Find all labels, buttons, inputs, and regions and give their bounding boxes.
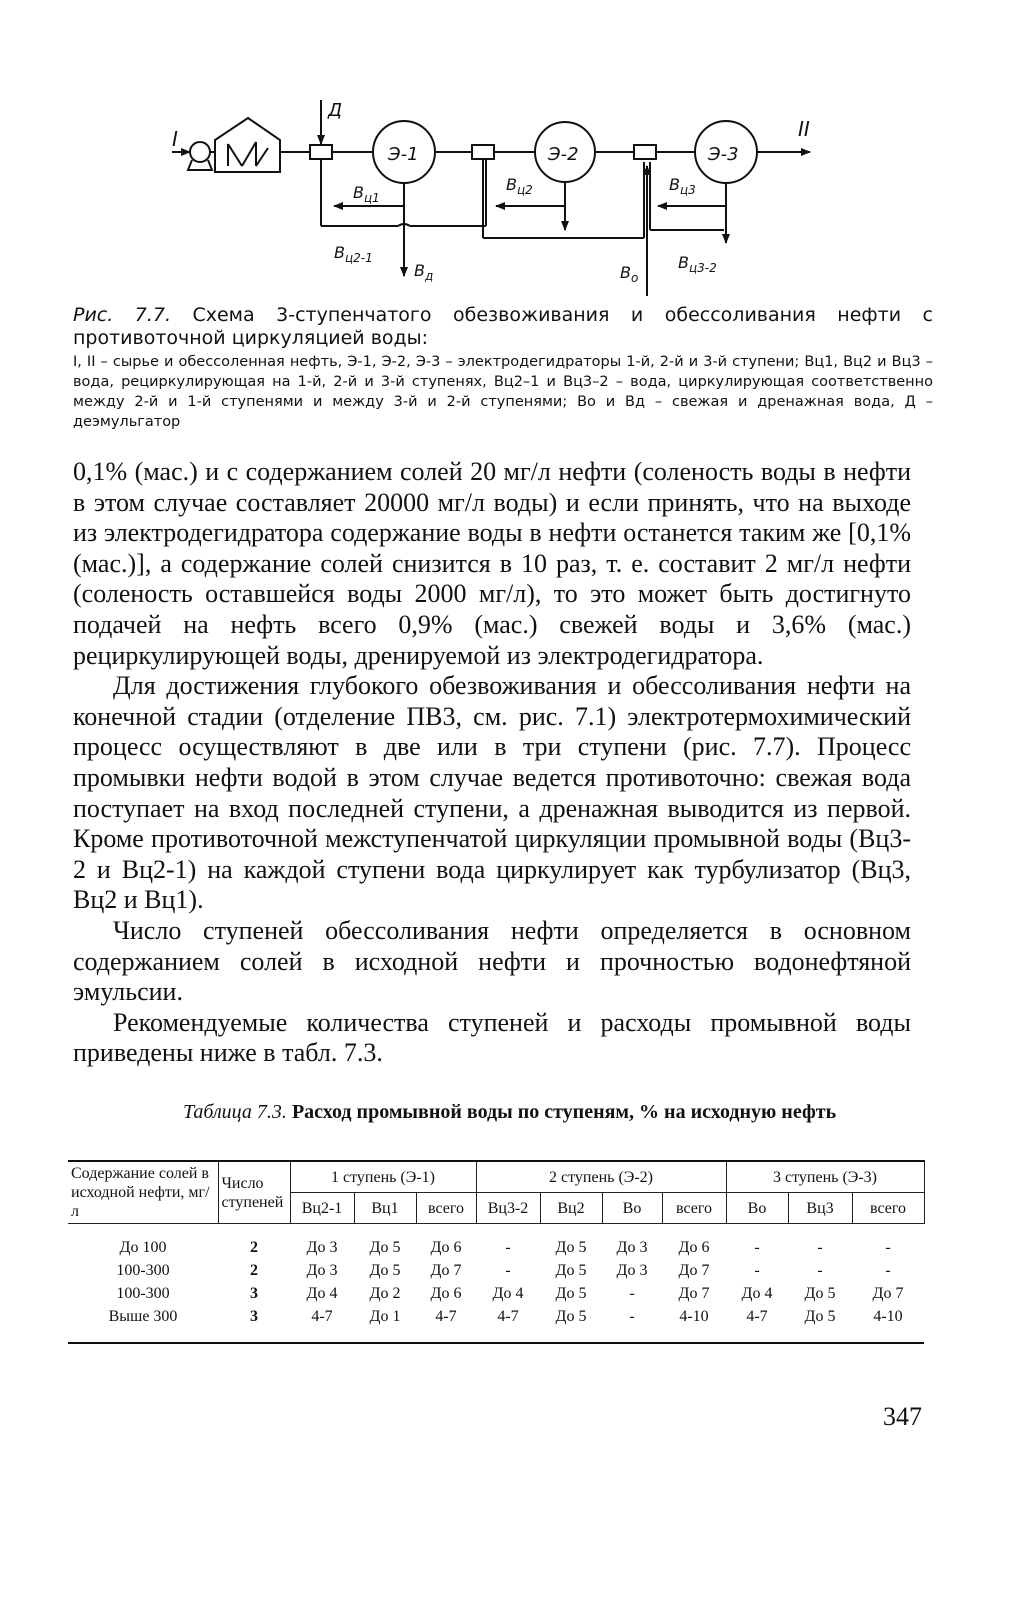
- label-vo: $В_о$: [620, 263, 639, 285]
- table-cell: -: [885, 1239, 891, 1256]
- table-cell: До 5: [555, 1262, 587, 1279]
- table-cell: До 1: [354, 1305, 416, 1343]
- label-vc3: $В_{ц3}$: [669, 175, 696, 197]
- table-row: [68, 1282, 924, 1305]
- table-cell: До 3: [306, 1239, 338, 1256]
- table-cell: -: [817, 1239, 823, 1256]
- table-caption: [183, 1100, 903, 1124]
- subheader-cell: Вo: [726, 1193, 788, 1224]
- label-vc1: $В_{ц1}$: [353, 183, 380, 205]
- table-cell: До 3: [306, 1262, 338, 1279]
- table-cell: До 5: [788, 1305, 852, 1343]
- label-vc21: $В_{ц2-1}$: [334, 243, 373, 265]
- pump-icon: [190, 142, 210, 162]
- table-cell: 4-10: [852, 1305, 924, 1343]
- table-cell: 3: [250, 1285, 258, 1302]
- table-cell: До 6: [430, 1239, 462, 1256]
- table-cell: 100-300: [116, 1262, 170, 1279]
- table-cell: -: [754, 1262, 760, 1279]
- table-cell: До 4: [306, 1285, 338, 1302]
- furnace-icon: [215, 118, 280, 172]
- paragraph-4: Рекомендуемые количества ступеней и расходы промывной воды приведены ниже в табл. 7.3.: [73, 1007, 911, 1068]
- header-stage-1: 1 ступень (Э-1): [290, 1161, 476, 1193]
- caption-legend-text: I, II – сырье и обессоленная нефть, Э-1, Э-2, Э-3 – электродегидраторы 1-й, 2-й и 3-й ступени; Вц1, Вц2 и Вц3 – вода, рециркулирующая на 1-й, 2-й и 3-й ступенях, Вц2–1 и Вц3–2 – вода, циркулирующая соответственно между 2-й и 1-й ступенями и между 3-й и 2-й ступенями; Вo и Вд – свежая и дренажная вода, Д – деэмульгатор: [73, 354, 933, 430]
- subheader-cell: Вц3-2: [476, 1193, 540, 1224]
- table-cell: До 3: [616, 1262, 648, 1279]
- subheader-cell: всего: [416, 1193, 476, 1224]
- label-vc2: $В_{ц2}$: [506, 175, 533, 197]
- caption-title-text: Схема 3-ступенчатого обезвоживания и обессоливания нефти с противоточной циркуляцией воды:: [73, 304, 933, 349]
- table-cell: До 5: [540, 1305, 602, 1343]
- mixer-3: [634, 145, 656, 159]
- table-cell: 4-10: [662, 1305, 726, 1343]
- table-cell: До 7: [430, 1262, 462, 1279]
- table-cell: -: [754, 1239, 760, 1256]
- subheader-cell: всего: [852, 1193, 924, 1224]
- label-e1: Э-1: [388, 144, 419, 165]
- table-cell: 4-7: [290, 1305, 354, 1343]
- label-e2: Э-2: [548, 144, 579, 165]
- header-salt-content: Содержание солей в исходной нефти, мг/л: [68, 1161, 218, 1224]
- table-cell: -: [629, 1285, 635, 1302]
- table-cell: До 3: [616, 1239, 648, 1256]
- header-stages-count: Число ступеней: [218, 1161, 290, 1224]
- subheader-cell: Вц3: [788, 1193, 852, 1224]
- header-stage-2: 2 ступень (Э-2): [476, 1161, 726, 1193]
- label-output: II: [798, 117, 810, 141]
- paragraph-2: Для достижения глубокого обезвоживания и обессоливания нефти на конечной стадии (отделение ПВ3, см. рис. 7.1) электротермохимический процесс осуществляют в две или в три ступени (рис. 7.7). Процесс промывки нефти водой в этом случае ведется противоточно: свежая вода поступает на вход последней ступени, а дренажная выводится из первой. Кроме противоточной межступенчатой циркуляции промывной воды (Вц3-2 и Вц2-1) на каждой ступени вода циркулирует как турбулизатор (Вц3, Вц2 и Вц1).: [73, 671, 911, 915]
- subheader-cell: Вц1: [354, 1193, 416, 1224]
- table-title-text: Расход промывной воды по ступеням, % на исходную нефть: [291, 1101, 837, 1123]
- table-cell: До 5: [804, 1285, 836, 1302]
- table-cell: До 6: [430, 1285, 462, 1302]
- table-cell: До 2: [369, 1285, 401, 1302]
- mixer-2: [472, 145, 494, 159]
- subheader-cell: Вo: [602, 1193, 662, 1224]
- label-vc32: $В_{ц3-2}$: [678, 253, 717, 275]
- table-cell: Выше 300: [68, 1305, 218, 1343]
- table-cell: -: [505, 1239, 511, 1256]
- table-cell: До 4: [492, 1285, 524, 1302]
- process-scheme-diagram: [150, 78, 830, 313]
- label-e3: Э-3: [708, 144, 739, 165]
- process-scheme-figure: [150, 78, 830, 313]
- table-cell: До 6: [678, 1239, 710, 1256]
- table-cell: -: [885, 1262, 891, 1279]
- label-demulsifier: Д: [328, 100, 343, 121]
- subheader-cell: Вц2-1: [290, 1193, 354, 1224]
- table-container: [68, 1160, 924, 1344]
- body-text: [73, 457, 911, 1069]
- table-cell: До 5: [555, 1285, 587, 1302]
- table-cell: 2: [250, 1239, 258, 1256]
- table-row: [68, 1305, 924, 1343]
- table-cell: 100-300: [116, 1285, 170, 1302]
- table-label: Таблица 7.3.: [183, 1101, 287, 1123]
- paragraph-1: 0,1% (мас.) и с содержанием солей 20 мг/л нефти (соленость воды в нефти в этом случае составляет 20000 мг/л воды) и если принять, что на выходе из электродегидратора содержание воды в нефти останется таким же [0,1%(мас.)], а содержание солей снизится в 10 раз, т. е. составит 2 мг/л нефти (соленость оставшейся воды 2000 мг/л), то это может быть достигнуто подачей на нефть всего 0,9% (мас.) свежей воды и 3,6% (мас.) рециркулирующей воды, дренируемой из электродегидратора.: [73, 457, 911, 670]
- caption-title: [73, 304, 933, 350]
- table-cell: До 5: [369, 1262, 401, 1279]
- wash-water-table: [68, 1160, 925, 1344]
- subheader-cell: Вц2: [540, 1193, 602, 1224]
- subheader-cell: всего: [662, 1193, 726, 1224]
- table-cell: 4-7: [416, 1305, 476, 1343]
- figure-caption: [73, 304, 933, 432]
- page-number: 347: [883, 1402, 922, 1431]
- mixer-1: [310, 145, 332, 159]
- table-cell: -: [817, 1262, 823, 1279]
- caption-label: Рис. 7.7.: [73, 304, 172, 326]
- label-input: I: [172, 127, 178, 151]
- table-cell: До 4: [741, 1285, 773, 1302]
- table-cell: -: [505, 1262, 511, 1279]
- table-cell: До 7: [678, 1285, 710, 1302]
- table-cell: До 7: [678, 1262, 710, 1279]
- table-cell: До 5: [369, 1239, 401, 1256]
- table-cell: До 7: [872, 1285, 904, 1302]
- table-cell: 4-7: [726, 1305, 788, 1343]
- caption-legend: [73, 352, 933, 432]
- label-vd: $В_д$: [414, 261, 434, 283]
- table-row: [68, 1259, 924, 1282]
- table-cell: До 5: [555, 1239, 587, 1256]
- table-cell: До 100: [119, 1239, 167, 1256]
- paragraph-3: Число ступеней обессоливания нефти определяется в основном содержанием солей в исходной нефти и прочностью водонефтяной эмульсии.: [73, 915, 911, 1007]
- table-row: [68, 1224, 924, 1260]
- table-cell: 2: [250, 1262, 258, 1279]
- header-stage-3: 3 ступень (Э-3): [726, 1161, 924, 1193]
- table-cell: -: [602, 1305, 662, 1343]
- table-cell: 3: [218, 1305, 290, 1343]
- table-cell: 4-7: [476, 1305, 540, 1343]
